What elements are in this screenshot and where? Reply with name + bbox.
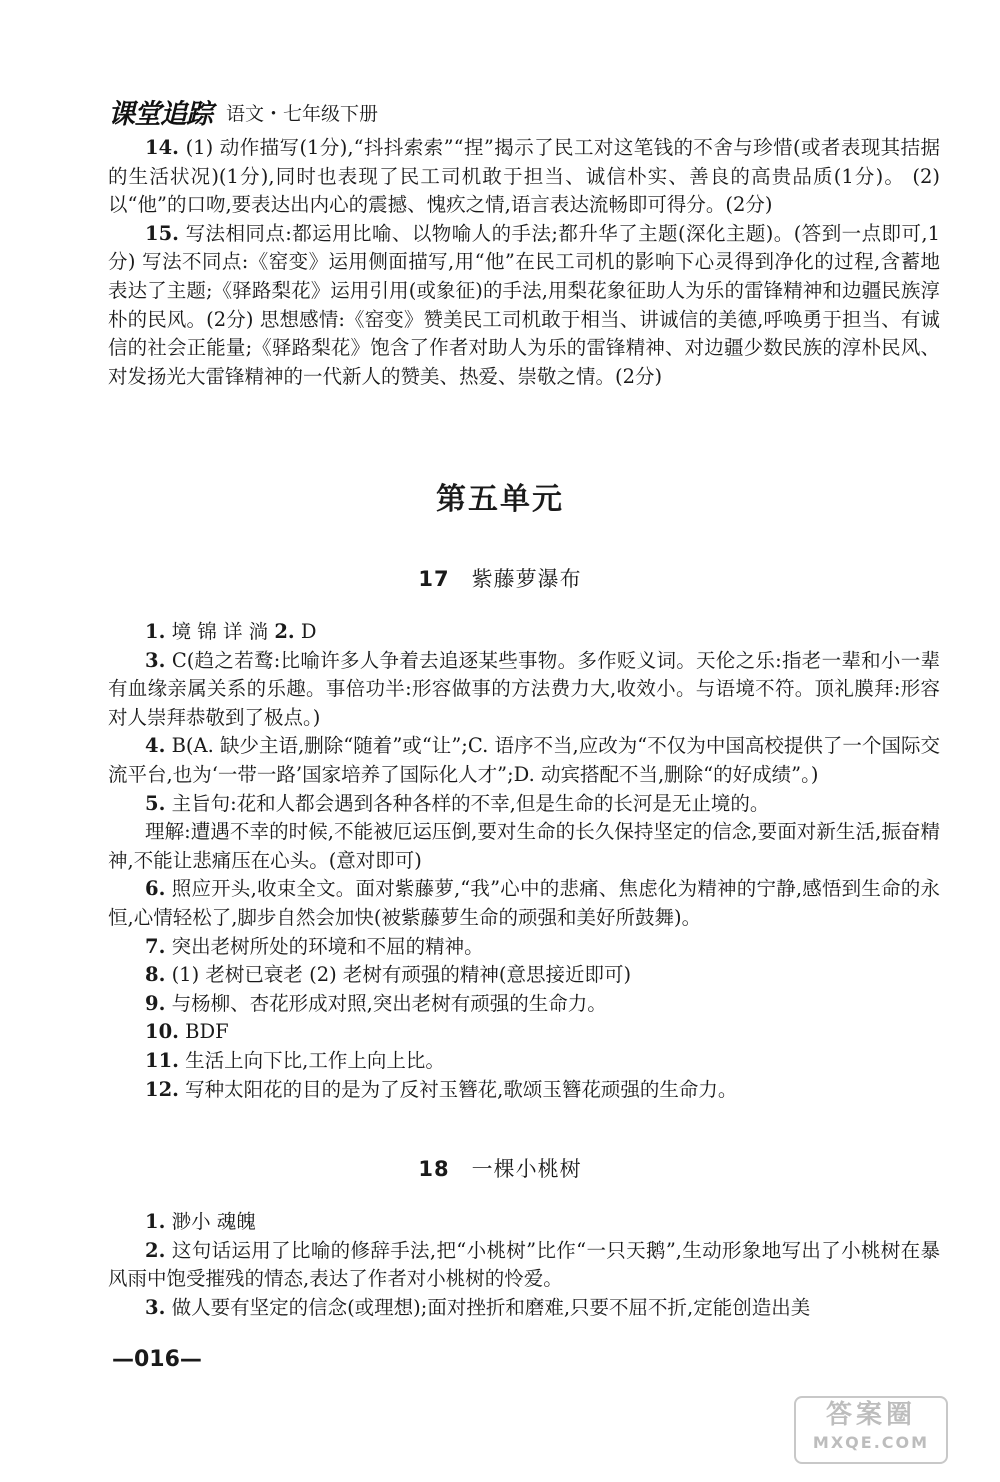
section-number: 18: [418, 1157, 450, 1181]
answer-number: 3.: [145, 1295, 166, 1319]
answer-3: [108, 647, 940, 733]
answer-number: 2.: [274, 620, 295, 643]
page-number: —016—: [112, 1347, 202, 1372]
answer-12: [108, 1076, 940, 1105]
top-answers: [108, 134, 940, 391]
answer-text: D: [300, 620, 317, 643]
answer-number: 1.: [145, 1210, 166, 1233]
answer-5-explanation: [108, 818, 940, 875]
answer-number: 6.: [145, 877, 166, 901]
answer-number: 15.: [145, 221, 179, 245]
answer-text: BDF: [185, 1020, 229, 1044]
answer-text: (1) 动作描写(1分),“抖抖索索”“捏”揭示了民工对这笔钱的不舍与珍惜(或者表现其拮据的生活状况)(1分),同时也表现了民工司机敢于担当、诚信朴实、善良的高贵品质(1分)。 (2) 以“他”的口吻,要表达出内心的震撼、愧疚之情,语言表达流畅即可得分。(2分): [108, 136, 941, 217]
answer-14: [108, 134, 940, 220]
answer-text: 写法相同点:都运用比喻、以物喻人的手法;都升华了主题(深化主题)。(答到一点即可,1分) 写法不同点:《窑变》运用侧面描写,用“他”在民工司机的影响下心灵得到净化的过程,含蓄地表达了主题;《驿路梨花》运用引用(或象征)的手法,用梨花象征助人为乐的雷锋精神和边疆民族淳朴的民风。(2分) 思想感情:《窑变》赞美民工司机敢于相当、讲诚信的美德,呼唤勇于担当、有诚信的社会正能量;《驿路梨花》饱含了作者对助人为乐的雷锋精神、对边疆少数民族的淳朴民风、对发扬光大雷锋精神的一代新人的赞美、热爱、崇敬之情。(2分): [108, 221, 940, 388]
answer-6: [108, 875, 940, 932]
page-header: [108, 88, 378, 128]
answer-7: [108, 933, 940, 962]
answer-text: 这句话运用了比喻的修辞手法,把“小桃树”比作“一只天鹅”,生动形象地写出了小桃树在暴风雨中饱受摧残的情态,表达了作者对小桃树的怜爱。: [108, 1238, 940, 1291]
answer-4: [108, 732, 940, 789]
answer-text: (1) 老树已衰老 (2) 老树有顽强的精神(意思接近即可): [171, 963, 632, 987]
answer-number: 7.: [145, 934, 166, 958]
answer-text: 渺小 魂魄: [171, 1210, 256, 1233]
answer-5: [108, 790, 940, 819]
section-17-title: [0, 563, 1000, 593]
section-18-title: [0, 1153, 1000, 1183]
answer-text: 写种太阳花的目的是为了反衬玉簪花,歌颂玉簪花顽强的生命力。: [185, 1077, 738, 1101]
answer-number: 5.: [145, 791, 166, 815]
answer-10: [108, 1018, 940, 1047]
answer-text: 做人要有坚定的信念(或理想);面对挫折和磨难,只要不屈不折,定能创造出美: [171, 1295, 811, 1319]
answer-number: 1.: [145, 620, 166, 643]
unit-title: 第五单元: [436, 482, 564, 517]
answer-1-2: [108, 618, 940, 647]
answer-text: 照应开头,收束全文。面对紫藤萝,“我”心中的悲痛、焦虑化为精神的宁静,感悟到生命的永恒,心情轻松了,脚步自然会加快(被紫藤萝生命的顽强和美好所鼓舞)。: [108, 877, 940, 929]
watermark-text: 答案圈: [825, 1400, 916, 1430]
answer-1: [108, 1208, 940, 1237]
answer-2: [108, 1237, 940, 1294]
answer-number: 8.: [145, 963, 166, 987]
answer-15: [108, 220, 940, 392]
section-17-answers: [108, 618, 940, 1104]
answer-number: 11.: [145, 1048, 179, 1072]
answer-9: [108, 990, 940, 1019]
answer-text: 突出老树所处的环境和不屈的精神。: [171, 934, 484, 958]
watermark-logo: [794, 1396, 948, 1464]
answer-text: 境 锦 详 淌: [171, 620, 275, 643]
answer-text: 生活上向下比,工作上向上比。: [185, 1048, 445, 1072]
answer-number: 2.: [145, 1238, 166, 1262]
section-number: 17: [418, 567, 450, 591]
section-name: 一棵小桃树: [471, 1157, 582, 1181]
answer-text: B(A. 缺少主语,删除“随着”或“让”;C. 语序不当,应改为“不仅为中国高校提供了一个国际交流平台,也为‘一带一路’国家培养了国际化人才”;D. 动宾搭配不当,删除“的好成绩”。): [108, 734, 940, 786]
section-18-answers: [108, 1208, 940, 1322]
answer-text: 理解:遭遇不幸的时候,不能被厄运压倒,要对生命的长久保持坚定的信念,要面对新生活,振奋精神,不能让悲痛压在心头。(意对即可): [108, 820, 940, 872]
book-logo: 课堂追踪: [108, 99, 212, 130]
answer-number: 14.: [145, 136, 179, 159]
answer-number: 10.: [145, 1020, 179, 1044]
answer-text: 与杨柳、杏花形成对照,突出老树有顽强的生命力。: [171, 991, 607, 1015]
answer-11: [108, 1047, 940, 1076]
answer-text: C(趋之若鹜:比喻许多人争着去追逐某些事物。多作贬义词。天伦之乐:指老一辈和小一辈有血缘亲属关系的乐趣。事倍功半:形容做事的方法费力大,收效小。与语境不符。顶礼膜拜:形容对人崇拜恭敬到了极点。): [108, 648, 940, 729]
answer-number: 3.: [145, 648, 166, 672]
answer-number: 9.: [145, 991, 166, 1015]
answer-number: 4.: [145, 734, 166, 758]
answer-3: [108, 1294, 940, 1323]
answer-8: [108, 961, 940, 990]
answer-number: 12.: [145, 1077, 179, 1101]
book-subject: 语文・七年级下册: [226, 103, 379, 126]
watermark-url: MXQE.COM: [812, 1433, 930, 1452]
section-name: 紫藤萝瀑布: [471, 567, 582, 591]
answer-text: 主旨句:花和人都会遇到各种各样的不幸,但是生命的长河是无止境的。: [171, 791, 770, 815]
